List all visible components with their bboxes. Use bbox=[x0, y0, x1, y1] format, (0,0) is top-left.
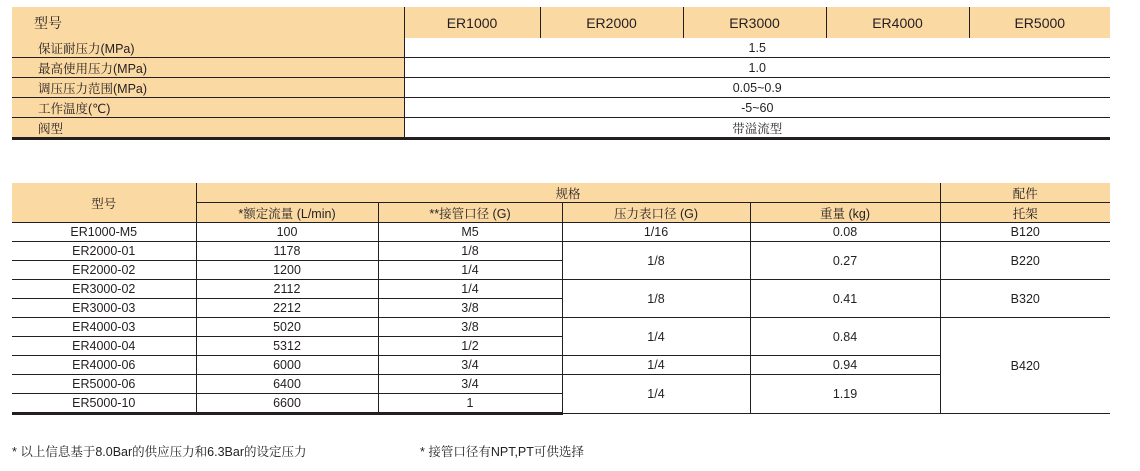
spec-row-pressure-range bbox=[12, 78, 1110, 98]
model-header-row-1 bbox=[12, 183, 1110, 203]
table-row bbox=[12, 280, 1110, 299]
footnote-supply-pressure: * 以上信息基于8.0Bar的供应压力和6.3Bar的设定压力 bbox=[12, 445, 307, 459]
cell-flow: 6000 bbox=[196, 356, 378, 375]
cell-port: 3/8 bbox=[378, 299, 562, 318]
cell-bracket: B420 bbox=[940, 318, 1110, 414]
spec-row-max-pressure bbox=[12, 58, 1110, 78]
header-accessory-group: 配件 bbox=[940, 183, 1110, 203]
model-table bbox=[12, 183, 1110, 415]
spec-label: 调压压力范围(MPa) bbox=[12, 78, 404, 98]
cell-model: ER3000-03 bbox=[12, 299, 196, 318]
cell-model: ER4000-06 bbox=[12, 356, 196, 375]
cell-port: 3/4 bbox=[378, 375, 562, 394]
spec-value: 1.5 bbox=[404, 38, 1110, 58]
cell-flow: 2212 bbox=[196, 299, 378, 318]
cell-gauge: 1/16 bbox=[562, 223, 750, 242]
header-flow: *额定流量 (L/min) bbox=[196, 203, 378, 223]
model-er3000: ER3000 bbox=[683, 7, 826, 38]
cell-flow: 1178 bbox=[196, 242, 378, 261]
spec-label: 阀型 bbox=[12, 118, 404, 139]
cell-bracket: B320 bbox=[940, 280, 1110, 318]
cell-gauge: 1/4 bbox=[562, 356, 750, 375]
cell-flow: 100 bbox=[196, 223, 378, 242]
cell-gauge: 1/8 bbox=[562, 280, 750, 318]
model-er4000: ER4000 bbox=[826, 7, 969, 38]
cell-port: 1/2 bbox=[378, 337, 562, 356]
cell-flow: 5020 bbox=[196, 318, 378, 337]
spec-label: 保证耐压力(MPa) bbox=[12, 38, 404, 58]
cell-weight: 0.94 bbox=[750, 356, 940, 375]
table-row bbox=[12, 223, 1110, 242]
cell-model: ER3000-02 bbox=[12, 280, 196, 299]
cell-flow: 6600 bbox=[196, 394, 378, 414]
cell-model: ER2000-02 bbox=[12, 261, 196, 280]
header-spec-group: 规格 bbox=[196, 183, 940, 203]
spec-header-row bbox=[12, 7, 1110, 38]
header-weight: 重量 (kg) bbox=[750, 203, 940, 223]
header-model: 型号 bbox=[12, 183, 196, 223]
cell-model: ER4000-04 bbox=[12, 337, 196, 356]
cell-port: 3/8 bbox=[378, 318, 562, 337]
cell-weight: 0.41 bbox=[750, 280, 940, 318]
header-bracket: 托架 bbox=[940, 203, 1110, 223]
cell-model: ER4000-03 bbox=[12, 318, 196, 337]
spec-label: 工作温度(℃) bbox=[12, 98, 404, 118]
header-gauge: 压力表口径 (G) bbox=[562, 203, 750, 223]
cell-port: 1/4 bbox=[378, 261, 562, 280]
spec-row-proof-pressure bbox=[12, 38, 1110, 58]
cell-gauge: 1/8 bbox=[562, 242, 750, 280]
cell-gauge: 1/4 bbox=[562, 375, 750, 414]
header-port: **接管口径 (G) bbox=[378, 203, 562, 223]
cell-flow: 6400 bbox=[196, 375, 378, 394]
cell-flow: 2112 bbox=[196, 280, 378, 299]
cell-gauge: 1/4 bbox=[562, 318, 750, 356]
cell-model: ER5000-06 bbox=[12, 375, 196, 394]
footnote-thread-options: * 接管口径有NPT,PT可供选择 bbox=[420, 445, 584, 459]
model-er1000: ER1000 bbox=[404, 7, 540, 38]
cell-flow: 1200 bbox=[196, 261, 378, 280]
cell-model: ER5000-10 bbox=[12, 394, 196, 414]
table-row bbox=[12, 242, 1110, 261]
cell-weight: 0.27 bbox=[750, 242, 940, 280]
spec-header-label: 型号 bbox=[12, 7, 404, 38]
spec-value: 1.0 bbox=[404, 58, 1110, 78]
cell-weight: 0.84 bbox=[750, 318, 940, 356]
cell-port: M5 bbox=[378, 223, 562, 242]
cell-port: 1 bbox=[378, 394, 562, 414]
cell-model: ER2000-01 bbox=[12, 242, 196, 261]
spec-value: 带溢流型 bbox=[404, 118, 1110, 139]
spec-row-valve-type bbox=[12, 118, 1110, 139]
spec-label: 最高使用压力(MPa) bbox=[12, 58, 404, 78]
cell-port: 1/8 bbox=[378, 242, 562, 261]
model-er2000: ER2000 bbox=[540, 7, 683, 38]
table-row bbox=[12, 318, 1110, 337]
cell-bracket: B220 bbox=[940, 242, 1110, 280]
spec-table bbox=[12, 7, 1110, 140]
cell-port: 1/4 bbox=[378, 280, 562, 299]
cell-weight: 0.08 bbox=[750, 223, 940, 242]
cell-flow: 5312 bbox=[196, 337, 378, 356]
spec-value: 0.05~0.9 bbox=[404, 78, 1110, 98]
cell-bracket: B120 bbox=[940, 223, 1110, 242]
spec-row-temperature bbox=[12, 98, 1110, 118]
cell-weight: 1.19 bbox=[750, 375, 940, 414]
cell-port: 3/4 bbox=[378, 356, 562, 375]
model-er5000: ER5000 bbox=[969, 7, 1110, 38]
spec-value: -5~60 bbox=[404, 98, 1110, 118]
cell-model: ER1000-M5 bbox=[12, 223, 196, 242]
